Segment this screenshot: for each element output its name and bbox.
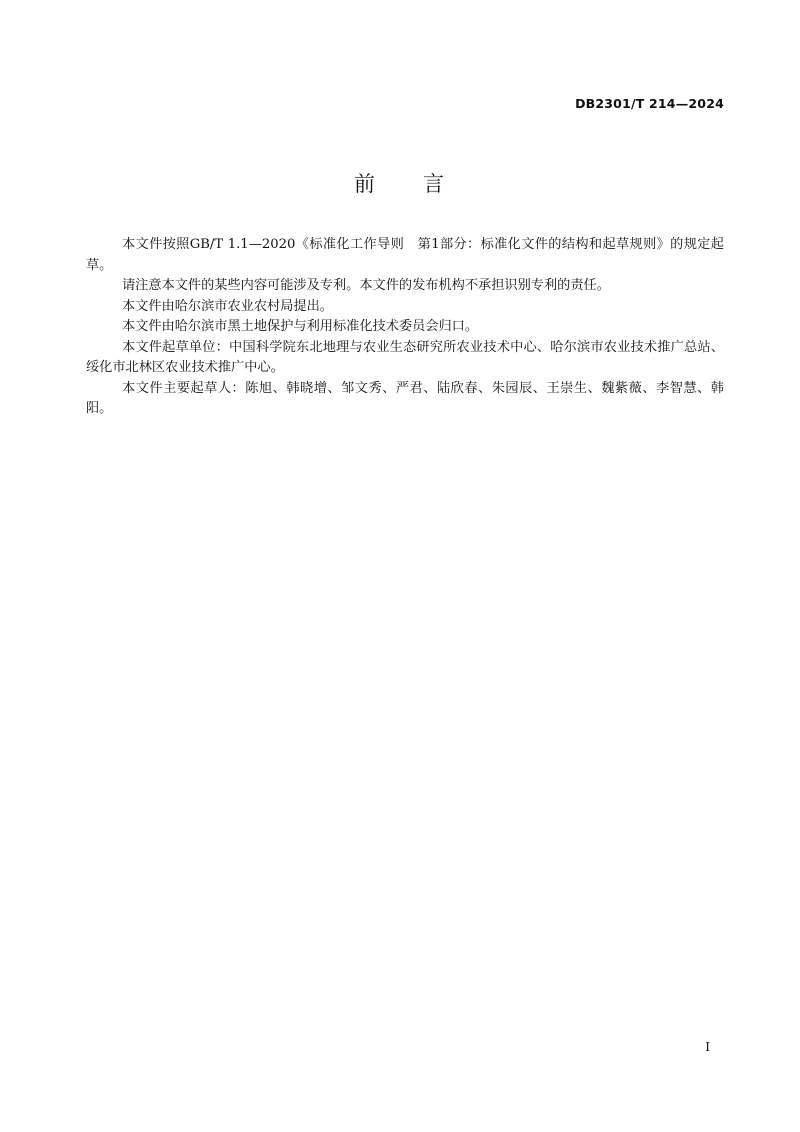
- document-code: DB2301/T 214—2024: [575, 96, 724, 111]
- paragraph-centralized-by: 本文件由哈尔滨市黑土地保护与利用标准化技术委员会归口。: [122, 319, 479, 334]
- page-title: 前 言: [354, 172, 446, 196]
- page-number: I: [705, 1040, 710, 1054]
- paragraph-drafters: 本文件主要起草人：陈旭、韩晓增、邹文秀、严君、陆欣春、朱园辰、王崇生、魏紫薇、李智慧、韩阳。: [86, 380, 724, 416]
- paragraph-proposer: 本文件由哈尔滨市农业农村局提出。: [122, 298, 333, 314]
- paragraph-drafting-units: 本文件起草单位：中国科学院东北地理与农业生态研究所农业技术中心、哈尔滨市农业技术推广总站、绥化市北林区农业技术推广中心。: [86, 339, 724, 375]
- foreword-body: [86, 235, 724, 420]
- paragraph-drafting-rules: 本文件按照GB/T 1.1—2020《标准化工作导则 第1部分：标准化文件的结构和起草规则》的规定起草。: [86, 237, 724, 273]
- paragraph-patent-notice: 请注意本文件的某些内容可能涉及专利。本文件的发布机构不承担识别专利的责任。: [122, 278, 610, 293]
